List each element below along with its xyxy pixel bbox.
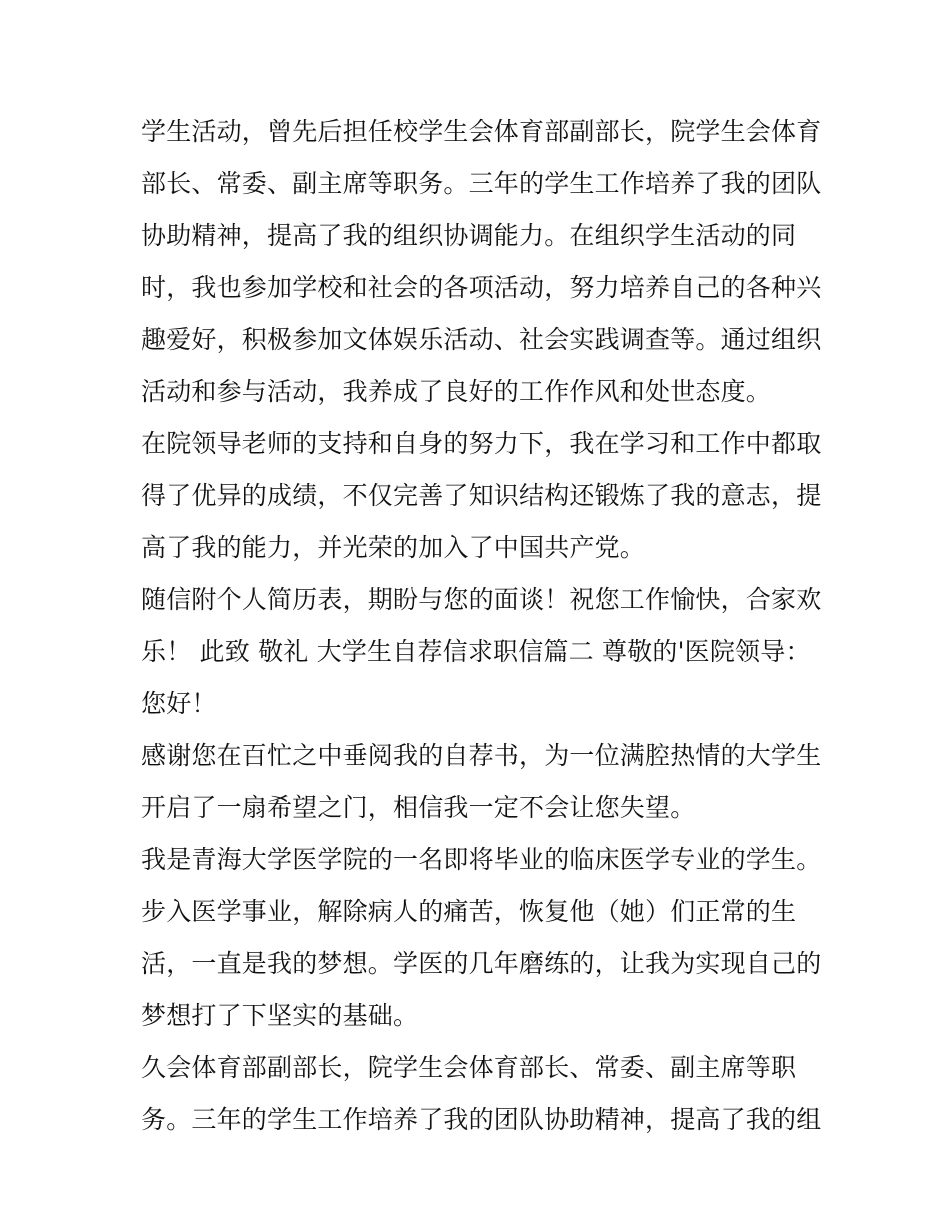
- text-line: 您好！: [141, 689, 217, 718]
- text-line: 开启了一扇希望之门，相信我一定不会让您失望。: [141, 793, 696, 822]
- text-line: 部长、常委、副主席等职务。三年的学生工作培养了我的团队: [141, 169, 822, 198]
- text-line: 乐！ 此致 敬礼 大学生自荐信求职信篇二 尊敬的'医院领导：: [141, 637, 811, 666]
- text-line: 活动和参与活动，我养成了良好的工作作风和处世态度。: [141, 377, 772, 406]
- text-line: 在院领导老师的支持和自身的努力下，我在学习和工作中都取: [141, 429, 822, 458]
- text-line: 感谢您在百忙之中垂阅我的自荐书，为一位满腔热情的大学生: [141, 741, 822, 770]
- text-line: 协助精神，提高了我的组织协调能力。在组织学生活动的同: [141, 221, 797, 250]
- text-line: 学生活动，曾先后担任校学生会体育部副部长，院学生会体育: [141, 117, 822, 146]
- text-line: 得了优异的成绩，不仅完善了知识结构还锻炼了我的意志，提: [141, 481, 822, 510]
- text-line: 活，一直是我的梦想。学医的几年磨练的，让我为实现自己的: [141, 949, 822, 978]
- text-line: 时，我也参加学校和社会的各项活动，努力培养自己的各种兴: [141, 273, 822, 302]
- document-body: [141, 106, 821, 1146]
- text-line: 步入医学事业，解除病人的痛苦，恢复他（她）们正常的生: [141, 897, 797, 926]
- text-line: 梦想打了下坚实的基础。: [141, 1001, 419, 1030]
- text-line: 趣爱好，积极参加文体娱乐活动、社会实践调查等。通过组织: [141, 325, 822, 354]
- text-line: 务。三年的学生工作培养了我的团队协助精神，提高了我的组: [141, 1105, 822, 1134]
- text-line: 久会体育部副部长，院学生会体育部长、常委、副主席等职: [141, 1053, 797, 1082]
- text-line: 我是青海大学医学院的一名即将毕业的临床医学专业的学生。: [141, 845, 822, 874]
- text-line: 随信附个人简历表，期盼与您的面谈！祝您工作愉快，合家欢: [141, 585, 822, 614]
- text-line: 高了我的能力，并光荣的加入了中国共产党。: [141, 533, 646, 562]
